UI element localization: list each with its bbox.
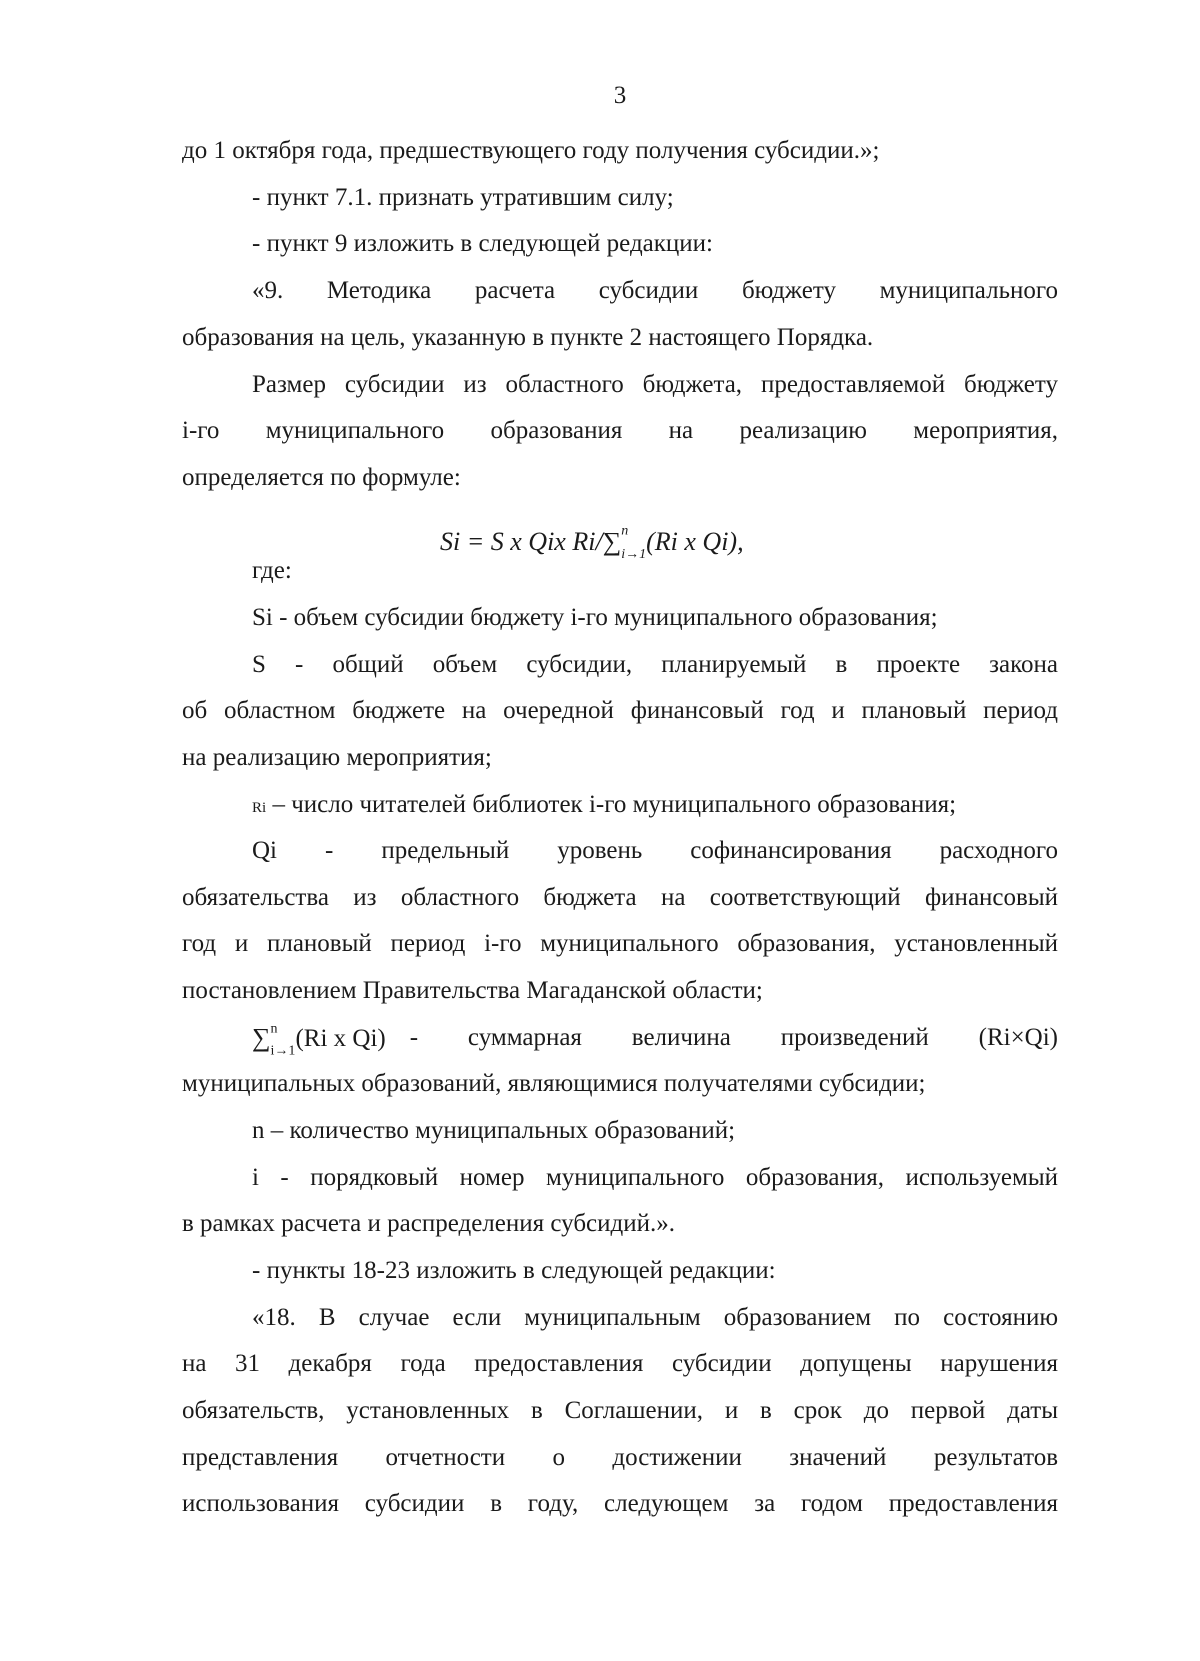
text-line: использования субсидии в году, следующем за годом предоставления: [182, 1490, 1058, 1517]
text-line: [252, 789, 1058, 821]
text-line: обязательств, установленных в Соглашении, и в срок до первой даты: [182, 1397, 1058, 1424]
text-line: в рамках расчета и распределения субсидий.».: [182, 1210, 675, 1237]
text-line: муниципальных образований, являющимися получателями субсидии;: [182, 1070, 926, 1097]
text-line: i-го муниципального образования на реализацию мероприятия,: [182, 417, 1058, 444]
text-line: - пункт 9 изложить в следующей редакции:: [252, 230, 713, 257]
text-line: обязательства из областного бюджета на соответствующий финансовый: [182, 884, 1058, 911]
text-line: об областном бюджете на очередной финансовый год и плановый период: [182, 697, 1058, 724]
text-line: где:: [252, 557, 292, 584]
formula-tail: (Ri x Qi),: [646, 527, 744, 556]
sum-symbol: ∑: [602, 527, 622, 556]
text-line: n – количество муниципальных образований;: [252, 1117, 736, 1144]
sum-symbol: ∑: [252, 1022, 271, 1052]
text-line: представления отчетности о достижении значений результатов: [182, 1444, 1058, 1471]
text-line: «18. В случае если муниципальным образованием по состоянию: [252, 1304, 1058, 1331]
text-line: - пункт 7.1. признать утратившим силу;: [252, 184, 674, 211]
text-line: год и плановый период i-го муниципального образования, установленный: [182, 930, 1058, 957]
text-line: i - порядковый номер муниципального образования, используемый: [252, 1164, 1058, 1191]
text-line-rest: – число читателей библиотек i-го муниципального образования;: [272, 791, 957, 818]
sum-tail: (Ri x Qi): [295, 1024, 386, 1052]
text-line: постановлением Правительства Магаданской области;: [182, 977, 763, 1004]
text-line: «9. Методика расчета субсидии бюджету муниципального: [252, 277, 1058, 304]
text-line: Qi - предельный уровень софинансирования расходного: [252, 837, 1058, 864]
text-line-rest: - суммарная величина произведений (Ri×Qi): [409, 1024, 1058, 1051]
formula-lhs: Si = S x Qix Ri/: [440, 527, 603, 556]
page-number: 3: [613, 82, 627, 109]
sum-expression: [252, 1021, 386, 1059]
text-line: определяется по формуле:: [182, 464, 461, 491]
ri-symbol: Ri: [252, 800, 267, 816]
sum-upper-limit: n: [621, 523, 629, 539]
sum-upper-limit: n: [270, 1021, 278, 1037]
text-line: образования на цель, указанную в пункте 2 настоящего Порядка.: [182, 324, 874, 351]
text-line: S - общий объем субсидии, планируемый в проекте закона: [252, 651, 1058, 678]
text-line: [252, 1021, 1058, 1059]
text-line: на реализацию мероприятия;: [182, 744, 492, 771]
sum-lower-limit: i→1: [621, 546, 647, 562]
text-line: - пункты 18-23 изложить в следующей редакции:: [252, 1257, 776, 1284]
text-line: Si - объем субсидии бюджету i-го муниципального образования;: [252, 604, 938, 631]
sum-lower-limit: i→1: [270, 1043, 296, 1059]
text-line: Размер субсидии из областного бюджета, предоставляемой бюджету: [252, 371, 1058, 398]
text-line: до 1 октября года, предшествующего году получения субсидии.»;: [182, 137, 880, 164]
text-line: на 31 декабря года предоставления субсидии допущены нарушения: [182, 1350, 1058, 1377]
